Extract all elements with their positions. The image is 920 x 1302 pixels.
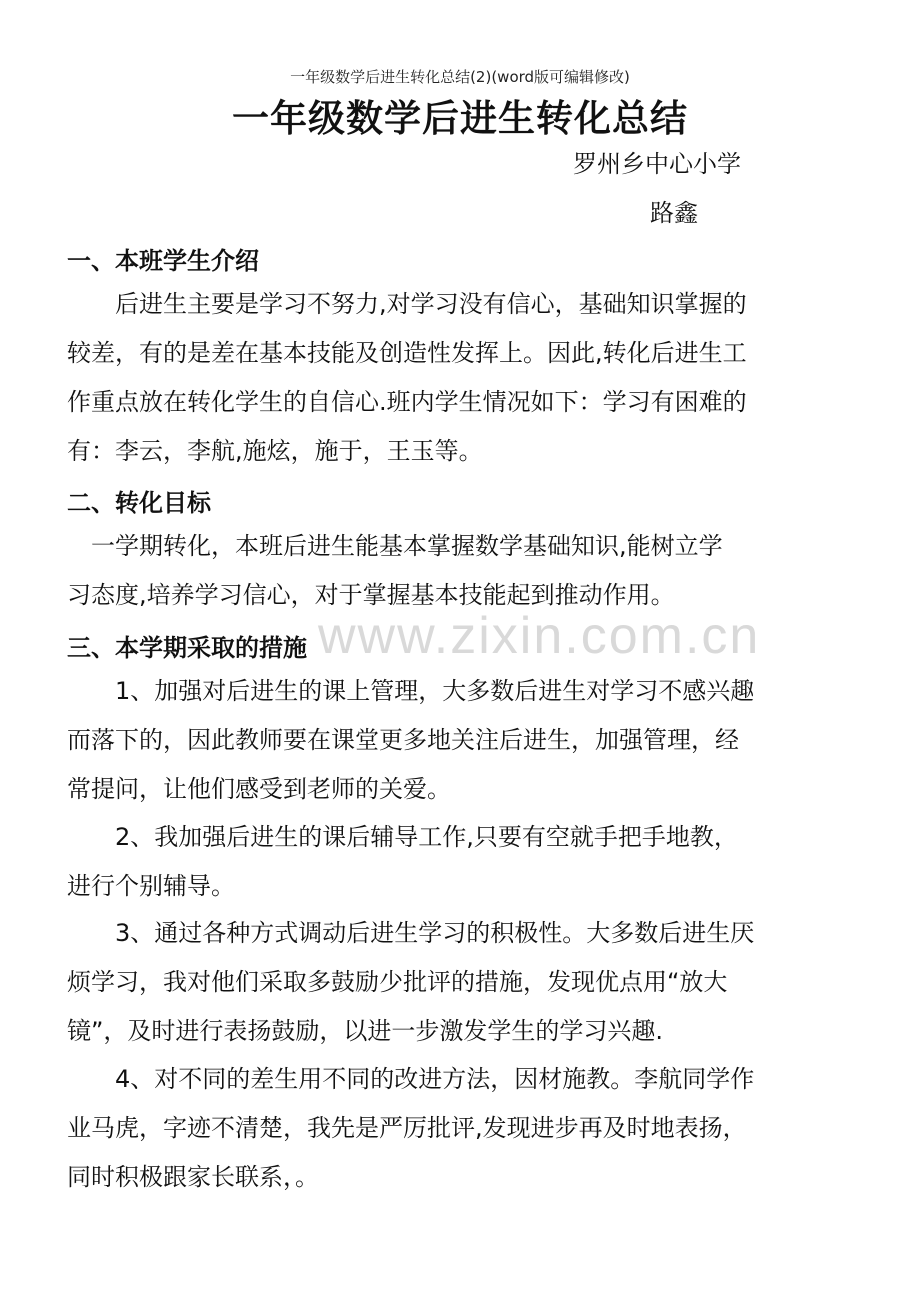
paragraph-measure-1	[67, 667, 867, 814]
section-heading-goal: 二、转化目标	[67, 489, 211, 517]
text-line: 业马虎，字迹不清楚，我先是严厉批评,发现进步再及时地表扬，	[67, 1114, 747, 1142]
text-line: 常提问，让他们感受到老师的关爱。	[67, 775, 451, 803]
school-name: 罗州乡中心小学	[573, 150, 741, 178]
page-header: 一年级数学后进生转化总结(2)(word版可编辑修改)	[290, 68, 630, 86]
section-heading-intro: 一、本班学生介绍	[67, 247, 259, 275]
author-name: 路鑫	[650, 199, 698, 227]
text-line: 进行个别辅导。	[67, 872, 235, 900]
text-line: 后进生主要是学习不努力,对学习没有信心，基础知识掌握的	[67, 290, 747, 318]
text-line: 4、对不同的差生用不同的改进方法，因材施教。李航同学作	[67, 1065, 755, 1093]
text-line: 1、加强对后进生的课上管理，大多数后进生对学习不感兴趣	[67, 677, 755, 705]
section-heading-measures: 三、本学期采取的措施	[67, 634, 307, 662]
paragraph-measure-2	[67, 813, 867, 911]
text-line: 镜”，及时进行表扬鼓励，以进一步激发学生的学习兴趣.	[67, 1017, 664, 1045]
paragraph-intro	[67, 280, 867, 476]
watermark: www.zixin.com.cn	[318, 607, 761, 665]
document-title: 一年级数学后进生转化总结	[232, 97, 688, 140]
text-line: 习态度,培养学习信心，对于掌握基本技能起到推动作用。	[67, 581, 675, 609]
text-line: 一学期转化，本班后进生能基本掌握数学基础知识,能树立学	[67, 532, 723, 560]
text-line: 有：李云，李航,施炫，施于，王玉等。	[67, 437, 483, 465]
paragraph-measure-4	[67, 1055, 867, 1202]
text-line: 3、通过各种方式调动后进生学习的积极性。大多数后进生厌	[67, 919, 755, 947]
text-line: 作重点放在转化学生的自信心.班内学生情况如下：学习有困难的	[67, 388, 747, 416]
paragraph-measure-3	[67, 909, 867, 1056]
text-line: 而落下的，因此教师要在课堂更多地关注后进生，加强管理，经	[67, 726, 739, 754]
text-line: 同时积极跟家长联系，。	[67, 1163, 319, 1191]
text-line: 烦学习，我对他们采取多鼓励少批评的措施，发现优点用“放大	[67, 968, 728, 996]
paragraph-goal	[67, 522, 867, 620]
text-line: 较差，有的是差在基本技能及创造性发挥上。因此,转化后进生工	[67, 339, 747, 367]
text-line: 2、我加强后进生的课后辅导工作,只要有空就手把手地教，	[67, 823, 738, 851]
